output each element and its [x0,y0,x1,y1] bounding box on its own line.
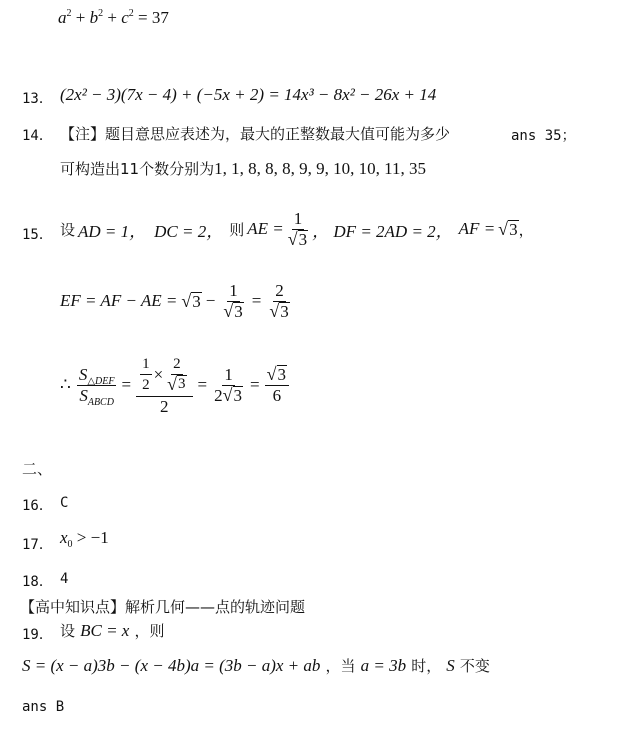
q13-rhs: = 14x³ − 8x² − 26x + 14 [268,85,437,104]
q15-af-value: √ 3 [498,219,518,239]
q15-ef-frac2: 2 √ 3 [269,280,289,321]
q15-ad: AD = 1， [78,221,147,241]
q15-ae-fraction: 1 √ 3 [287,208,308,249]
q14-number: 14． [22,128,53,144]
q19-setup: 设 BC = x ，则 [60,621,165,640]
q19-number: 19． [22,627,53,643]
q13-lhs: (2x² − 3)(7x − 4) + (−5x + 2) [60,85,265,104]
q15-df: ， DF = 2AD = 2， [312,221,453,241]
q15-setup: 设 AD = 1， DC = 2， 则 AE = 1 √ 3 ， DF = 2AD = 2， AF = √ 3 ， [60,208,534,249]
q15-dc: DC = 2， [154,221,224,241]
q16-answer: C [60,495,69,511]
q17-number: 17． [22,537,53,553]
q15-ae: AE = [247,219,284,238]
q15-compound-fraction: $\frac{1}{2}$ × 2 √ 3 2 [136,354,192,417]
q15-final: √ 3 6 [265,365,289,406]
q15-simplified: 1 2 √ 3 [214,364,243,405]
var-b: b [89,8,99,27]
equation-sum-of-squares: $a^2 + b^2 + c^2 = 37$ [58,8,169,27]
q17-answer: $x_0 > -1$ [60,528,109,550]
q14-number-list: 1, 1, 8, 8, 8, 9, 9, 10, 10, 11, 35 [214,159,426,178]
final-answer: ans B [22,699,65,715]
var-a: a [58,8,67,27]
q13-number: 13． [22,91,53,107]
therefore-symbol: ∴ [60,375,71,394]
q14-note: 【注】题目意思应表述为，最大的正整数最大值可能为多少 [60,125,451,143]
q13-expression [60,85,436,105]
q15-ef-lhs: EF = AF − AE = [60,291,178,310]
q14-answer: ans 35； [511,128,576,144]
q18-number: 18． [22,574,53,590]
q15-ratio-lhs: $\frac{S_{\triangle DEF}}{S_{ABCD}}$ [78,364,115,408]
q14-construction-text: 可构造出11个数分别为 [60,160,215,178]
q14-construction [60,158,426,179]
q15-af: AF = [458,219,496,238]
section-two-heading: 二、 [22,460,53,478]
q15-area-ratio: ∴ $\frac{S_{\triangle DEF}}{S_{ABCD}}$ = $\frac{1}{2}$ × 2 √ 3 2 = 1 2 √ 3 = √ 3 6 [60,340,291,430]
var-c: c [121,8,129,27]
q15-number: 15． [22,227,53,243]
q15-ef-frac1: 1 √ 3 [223,280,243,321]
sum-result: = 37 [137,8,169,27]
q15-ef-equation: EF = AF − AE = √ 3 − 1 √ 3 = 2 √ 3 [60,276,294,326]
q16-number: 16． [22,498,53,514]
q18-answer: 4 [60,571,69,587]
knowledge-point: 【高中知识点】解析几何——点的轨迹问题 [20,598,306,616]
q19-area-expression: S = (x − a)3b − (x − 4b)a = (3b − a)x + ab ，当 a = 3b 时， S 不变 [22,656,490,675]
